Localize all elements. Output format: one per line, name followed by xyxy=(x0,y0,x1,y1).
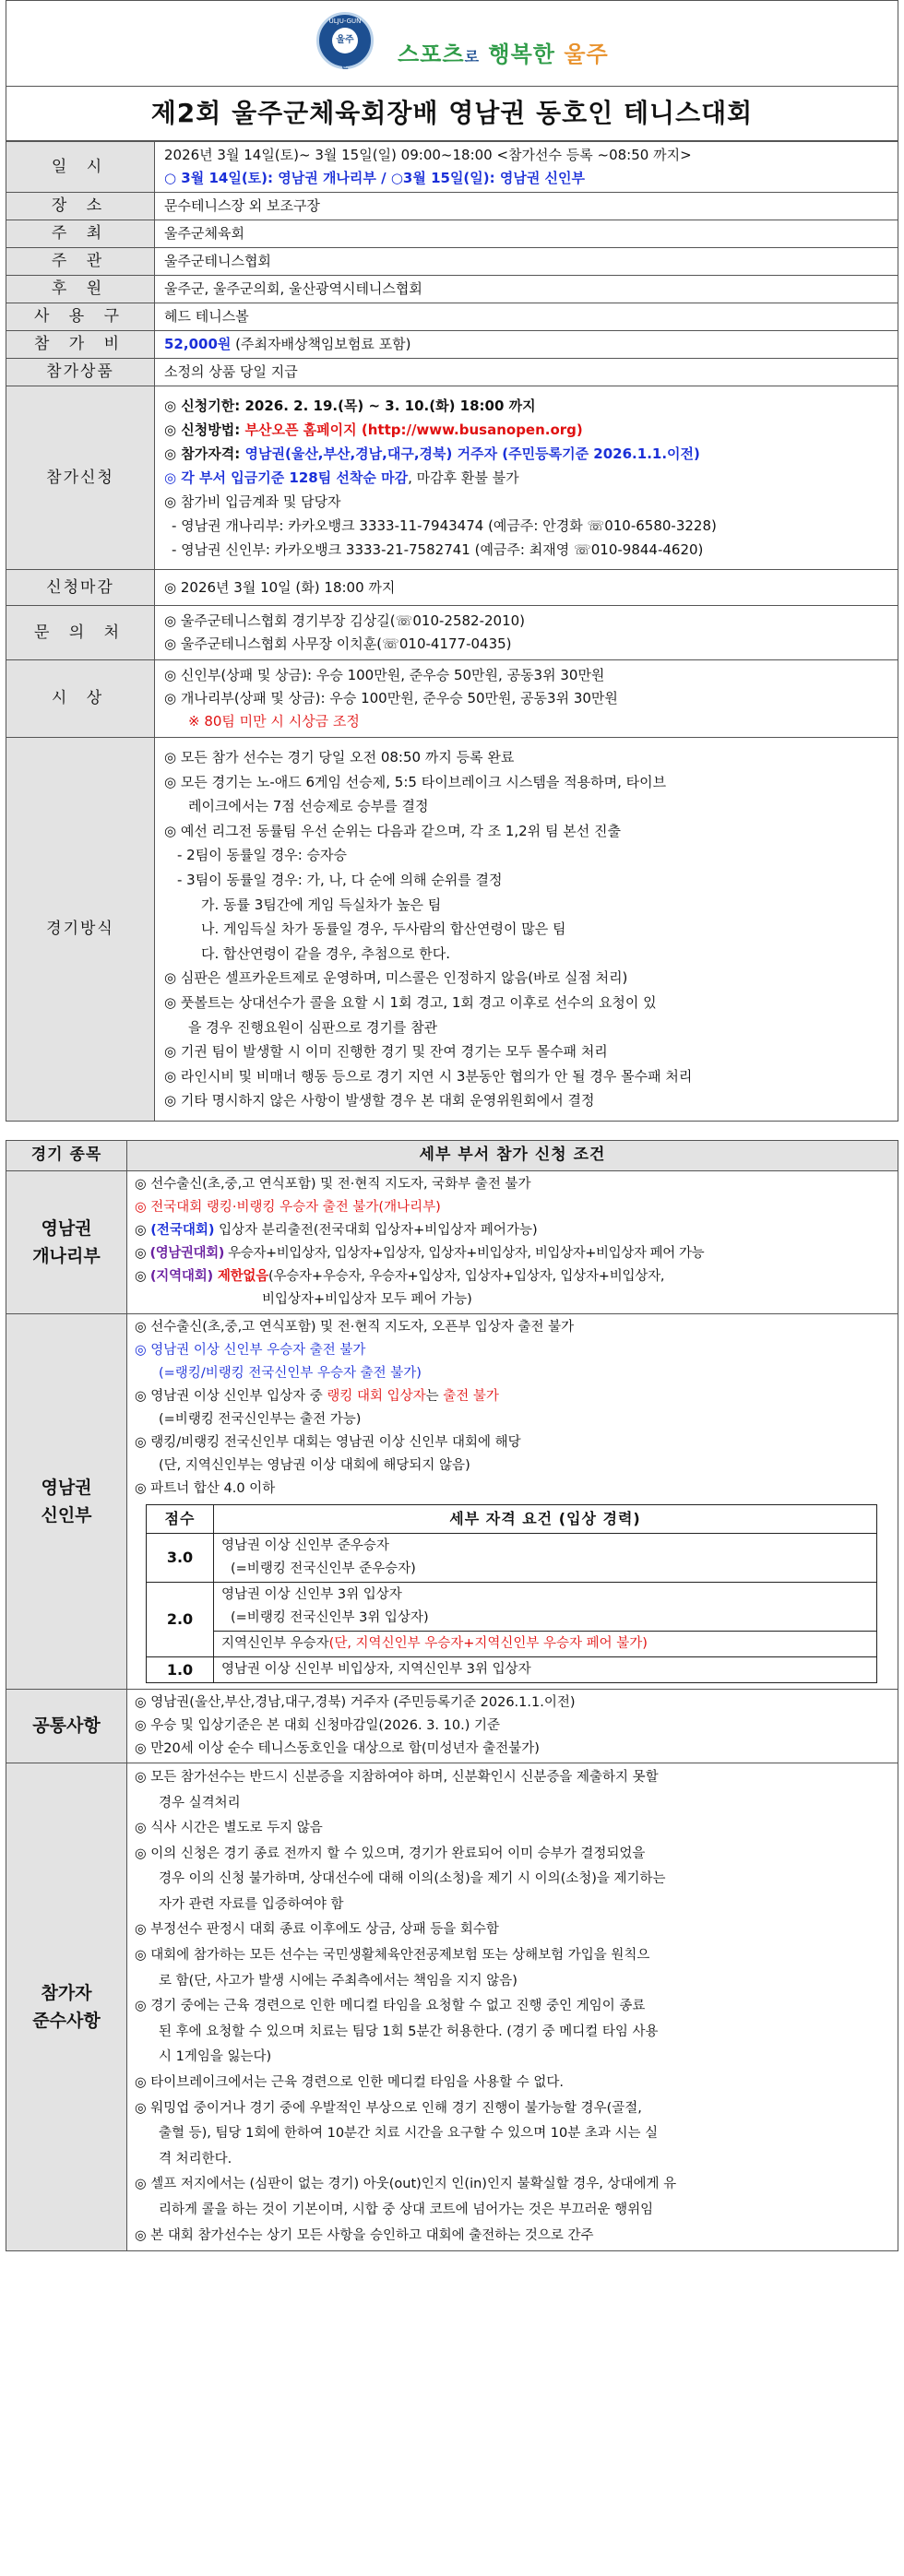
label-common: 공통사항 xyxy=(6,1689,127,1763)
req-text: 지역신인부 우승자 xyxy=(221,1635,329,1651)
rules-line: 자가 관련 자료를 입증하여야 함 xyxy=(159,1896,344,1912)
apply-limit xyxy=(164,466,888,490)
sinin-line: (단, 지역신인부는 영남권 이상 대회에 해당되지 않음) xyxy=(159,1457,470,1473)
label-sinin-1: 영남권 xyxy=(41,1477,92,1498)
date-value xyxy=(155,142,898,193)
gaenari-text: 우승자+비입상자, 입상자+입상자, 입상자+비입상자, 비입상자+비입상자 페어 가능 xyxy=(223,1245,705,1261)
contact-line1: ◎ 울주군테니스협회 경기부장 김상길(☏010-2582-2010) xyxy=(164,612,526,629)
score-2: 2.0 xyxy=(147,1582,214,1656)
apply-account-gaenari: - 영남권 개나리부: 카카오뱅크 3333-11-7943474 (예금주: 안경화 ☏010-6580-3228) xyxy=(172,517,717,534)
rules-line: ◎ 모든 참가선수는 반드시 신분증을 지참하여야 하며, 신분확인시 신분증을 제출하지 못할 xyxy=(135,1769,659,1785)
apply-method xyxy=(164,418,888,442)
rules-line: ◎ 본 대회 참가선수는 상기 모든 사항을 승인하고 대회에 출전하는 것으로 간주 xyxy=(135,2227,594,2243)
label-place: 장 소 xyxy=(6,193,155,220)
label-prize: 시 상 xyxy=(6,660,155,738)
sinin-line: ◎ 랭킹/비랭킹 전국신인부 대회는 영남권 이상 신인부 대회에 해당 xyxy=(135,1434,521,1450)
label-fee: 참 가 비 xyxy=(6,331,155,359)
page-title: 제2회 울주군체육회장배 영남권 동호인 테니스대회 xyxy=(6,86,898,141)
sinin-line xyxy=(135,1385,888,1408)
logo-center-text: 울주군 xyxy=(332,28,358,53)
organizer-value: 울주군테니스협회 xyxy=(155,248,898,276)
date-line2 xyxy=(164,167,888,190)
label-rules-1: 참가자 xyxy=(41,1983,92,2004)
requirement-header: 세부 자격 요건 (입상 경력) xyxy=(214,1504,877,1533)
deadline-value: ◎ 2026년 3월 10일 (화) 18:00 까지 xyxy=(155,570,898,606)
rules-line: ◎ 부정선수 판정시 대회 종료 이후에도 상금, 상패 등을 회수함 xyxy=(135,1922,499,1938)
label-gaenari-1: 영남권 xyxy=(41,1217,92,1239)
ball-value: 헤드 테니스볼 xyxy=(155,303,898,331)
apply-elig-value: 영남권(울산,부산,경남,대구,경북) 거주자 (주민등록기준 2026.1.1.이전) xyxy=(244,445,700,462)
label-date: 일 시 xyxy=(6,142,155,193)
section-gap xyxy=(6,1122,898,1140)
sinin-line: (=비랭킹 전국신인부는 출전 가능) xyxy=(159,1411,362,1427)
bullet: ◎ xyxy=(135,1222,151,1238)
gaenari-text: 입상자 분리출전(전국대회 입상자+비입상자 페어가능) xyxy=(214,1222,538,1238)
label-gaenari xyxy=(6,1170,127,1313)
method-line: 을 경우 진행요원이 심판으로 경기를 참관 xyxy=(188,1018,438,1036)
req-line: (=비랭킹 전국신인부 3위 입상자) xyxy=(231,1609,429,1625)
rules-line: ◎ 식사 시간은 별도로 두지 않음 xyxy=(135,1821,323,1836)
gift-value: 소정의 상품 당일 지급 xyxy=(155,359,898,386)
conditions-table xyxy=(6,1140,898,2251)
method-line: 가. 동률 3팀간에 게임 득실차가 높은 팀 xyxy=(201,896,442,913)
sinin-conditions xyxy=(127,1313,898,1689)
contact-value xyxy=(155,606,898,660)
apply-limit-text: ◎ 각 부서 입금기준 128팀 선착순 마감 xyxy=(164,469,409,486)
rules-line: 로 함(단, 사고가 발생 시에는 주최측에서는 책임을 지지 않음) xyxy=(159,1973,517,1988)
slogan-ro: 로 xyxy=(464,48,481,65)
sinin-line: ◎ 영남권 이상 신인부 우승자 출전 불가 xyxy=(135,1342,366,1358)
label-apply: 참가신청 xyxy=(6,386,155,570)
poster xyxy=(6,0,898,2251)
common-line: ◎ 영남권(울산,부산,경남,대구,경북) 거주자 (주민등록기준 2026.1.1.이전) xyxy=(135,1694,576,1710)
rules-line: 리하게 콜을 하는 것이 기본이며, 시합 중 상대 코트에 넘어가는 것은 부끄러운 행위임 xyxy=(159,2202,654,2217)
method-line: ◎ 심판은 셀프카운트제로 운영하며, 미스콜은 인정하지 않음(바로 실점 처리) xyxy=(164,969,628,987)
gaenari-line xyxy=(135,1219,888,1242)
label-gift: 참가상품 xyxy=(6,359,155,386)
sinin-forbidden: 출전 불가 xyxy=(443,1388,499,1404)
label-gaenari-2: 개나리부 xyxy=(32,1245,101,1266)
fee-value xyxy=(155,331,898,359)
gaenari-line: 비입상자+비입상자 모두 페어 가능) xyxy=(262,1291,472,1307)
slogan-happy: 행복한 xyxy=(488,42,565,67)
method-line: - 2팀이 동률일 경우: 승자승 xyxy=(177,847,347,864)
score-3: 3.0 xyxy=(147,1533,214,1582)
req-line: 영남권 이상 신인부 준우승자 xyxy=(221,1537,389,1553)
prize-note: ※ 80팀 미만 시 시상금 조정 xyxy=(188,713,360,730)
apply-eligibility xyxy=(164,442,888,466)
method-line: ◎ 풋볼트는 상대선수가 콜을 요할 시 1회 경고, 1회 경고 이후로 선수의 요청이 있 xyxy=(164,993,657,1011)
score-table xyxy=(146,1504,877,1683)
req-2b xyxy=(214,1631,877,1656)
fee-note: (주최자배상책임보험료 포함) xyxy=(231,336,411,352)
bullet: ◎ xyxy=(135,1245,150,1261)
sponsor-value: 울주군, 울주군의회, 울산광역시테니스협회 xyxy=(155,276,898,303)
gaenari-unlimited: 제한없음 xyxy=(212,1268,269,1284)
host-value: 울주군체육회 xyxy=(155,220,898,248)
logo-ring-text: ULJU-GUN xyxy=(328,18,362,25)
req-line: (=비랭킹 전국신인부 준우승자) xyxy=(231,1561,416,1576)
gaenari-tag-yeongnam: (영남권대회) xyxy=(149,1245,224,1261)
contact-line2: ◎ 울주군테니스협회 사무장 이치훈(☏010-4177-0435) xyxy=(164,635,512,652)
label-sinin-2: 신인부 xyxy=(41,1504,92,1525)
req-1: 영남권 이상 신인부 비입상자, 지역신인부 3위 입상자 xyxy=(214,1656,877,1682)
sinin-text: ◎ 영남권 이상 신인부 입상자 중 xyxy=(135,1388,327,1404)
col-conditions: 세부 부서 참가 신청 조건 xyxy=(127,1140,898,1170)
slogan xyxy=(398,36,609,68)
apply-value xyxy=(155,386,898,570)
apply-limit-note: , 마감후 환불 불가 xyxy=(408,469,519,486)
place-value: 문수테니스장 외 보조구장 xyxy=(155,193,898,220)
label-ball: 사 용 구 xyxy=(6,303,155,331)
sinin-line: ◎ 파트너 합산 4.0 이하 xyxy=(135,1480,276,1496)
rules-line: 된 후에 요청할 수 있으며 치료는 팀당 1회 5분간 허용한다. (경기 중 메디컬 타임 사용 xyxy=(159,2024,659,2039)
apply-period: ◎ 신청기한: 2026. 2. 19.(목) ~ 3. 10.(화) 18:00 까지 xyxy=(164,398,536,414)
method-line: ◎ 모든 경기는 노-애드 6게임 선승제, 5:5 타이브레이크 시스템을 적용하며, 타이브 xyxy=(164,773,667,790)
col-event: 경기 종목 xyxy=(6,1140,127,1170)
label-host: 주 최 xyxy=(6,220,155,248)
rules-line: 출혈 등), 팀당 1회에 한하여 10분간 치료 시간을 요구할 수 있으며 10분 초과 시는 실 xyxy=(159,2126,659,2142)
rules-line: ◎ 이의 신청은 경기 종료 전까지 할 수 있으며, 경기가 완료되어 이미 승부가 결정되었을 xyxy=(135,1846,646,1861)
bullet: ◎ xyxy=(135,1268,150,1284)
date-day2: ○3월 15일(일): 영남권 신인부 xyxy=(390,170,586,186)
req-2a xyxy=(214,1582,877,1631)
prize-line1: ◎ 신인부(상패 및 상금): 우승 100만원, 준우승 50만원, 공동3위 30만원 xyxy=(164,667,605,683)
label-rules xyxy=(6,1763,127,2250)
common-line: ◎ 만20세 이상 순수 테니스동호인을 대상으로 함(미성년자 출전불가) xyxy=(135,1740,540,1756)
method-line: 나. 게임득실 차가 동률일 경우, 두사람의 합산연령이 많은 팀 xyxy=(201,920,566,938)
sinin-text: 는 xyxy=(425,1388,444,1404)
gaenari-conditions xyxy=(127,1170,898,1313)
method-line: - 3팀이 동률일 경우: 가, 나, 다 순에 의해 순위를 결정 xyxy=(177,871,503,888)
sinin-ranked: 랭킹 대회 입상자 xyxy=(327,1388,426,1404)
prize-value xyxy=(155,660,898,738)
method-line: 레이크에서는 7점 선승제로 승부를 결정 xyxy=(188,798,429,815)
gaenari-text: (우승자+우승자, 우승자+입상자, 입상자+입상자, 입상자+비입상자, xyxy=(268,1268,665,1284)
label-rules-2: 준수사항 xyxy=(32,2011,101,2032)
fee-amount: 52,000원 xyxy=(164,336,232,352)
apply-account-title: ◎ 참가비 입금계좌 및 담당자 xyxy=(164,493,341,510)
sinin-line: ◎ 선수출신(초,중,고 연식포함) 및 전·현직 지도자, 오픈부 입상자 출전 불가 xyxy=(135,1319,575,1335)
prize-line2: ◎ 개나리부(상패 및 상금): 우승 100만원, 준우승 50만원, 공동3위 30만원 xyxy=(164,690,618,706)
slogan-sports: 스포츠 xyxy=(398,42,465,67)
method-line: ◎ 예선 리그전 동률팀 우선 순위는 다음과 같으며, 각 조 1,2위 팀 본선 진출 xyxy=(164,822,621,839)
score-1: 1.0 xyxy=(147,1656,214,1682)
gaenari-line: ◎ 전국대회 랭킹·비랭킹 우승자 출전 불가(개나리부) xyxy=(135,1199,441,1215)
gaenari-tag-national: (전국대회) xyxy=(150,1222,215,1238)
method-line: ◎ 라인시비 및 비매너 행동 등으로 경기 지연 시 3분동안 협의가 안 될 경우 몰수패 처리 xyxy=(164,1067,693,1085)
apply-method-link[interactable]: 부산오픈 홈페이지 (http://www.busanopen.org) xyxy=(244,421,583,438)
ulju-logo xyxy=(316,12,374,69)
rules-line: 시 1게임을 잃는다) xyxy=(159,2049,272,2065)
info-table xyxy=(6,141,898,1122)
score-header: 점수 xyxy=(147,1504,214,1533)
slogan-ulju: 울주 xyxy=(564,42,609,67)
gaenari-tag-local: (지역대회) xyxy=(149,1268,213,1284)
rules-line: ◎ 셀프 저지에서는 (심판이 없는 경기) 아웃(out)인지 인(in)인지 불확실할 경우, 상대에게 유 xyxy=(135,2177,677,2192)
label-contact: 문 의 처 xyxy=(6,606,155,660)
method-line: ◎ 기타 명시하지 않은 사항이 발생할 경우 본 대회 운영위원회에서 결정 xyxy=(164,1092,595,1110)
method-line: ◎ 기권 팀이 발생할 시 이미 진행한 경기 및 잔여 경기는 모두 몰수패 처리 xyxy=(164,1043,608,1061)
method-value xyxy=(155,738,898,1122)
rules-line: ◎ 타이브레이크에서는 근육 경련으로 인한 메디컬 타임을 사용할 수 없다. xyxy=(135,2075,564,2091)
apply-method-label: ◎ 신청방법: xyxy=(164,421,245,438)
label-method: 경기방식 xyxy=(6,738,155,1122)
req-3 xyxy=(214,1533,877,1582)
label-sponsor: 후 원 xyxy=(6,276,155,303)
req-exception: (단, 지역신인부 우승자+지역신인부 우승자 페어 불가) xyxy=(328,1635,648,1651)
gaenari-line: ◎ 선수출신(초,중,고 연식포함) 및 전·현직 지도자, 국화부 출전 불가 xyxy=(135,1176,531,1192)
gaenari-line xyxy=(135,1265,888,1288)
header xyxy=(6,0,898,86)
rules-line: ◎ 경기 중에는 근육 경련으로 인한 메디컬 타임을 요청할 수 없고 진행 중인 게임이 종료 xyxy=(135,1999,646,2014)
label-sinin xyxy=(6,1313,127,1689)
sinin-line: (=랭킹/비랭킹 전국신인부 우승자 출전 불가) xyxy=(159,1365,422,1381)
rules-line: 격 처리한다. xyxy=(159,2151,232,2166)
apply-account-sinin: - 영남권 신인부: 카카오뱅크 3333-21-7582741 (예금주: 최재영 ☏010-9844-4620) xyxy=(172,541,704,558)
label-deadline: 신청마감 xyxy=(6,570,155,606)
method-line: ◎ 모든 참가 선수는 경기 당일 오전 08:50 까지 등록 완료 xyxy=(164,749,515,766)
rules-line: ◎ 워밍업 중이거나 경기 중에 우발적인 부상으로 인해 경기 진행이 불가능할 경우(골절, xyxy=(135,2100,642,2116)
apply-elig-label: ◎ 참가자격: xyxy=(164,445,245,462)
common-conditions xyxy=(127,1689,898,1763)
gaenari-line xyxy=(135,1242,888,1265)
date-day1: ○ 3월 14일(토): 영남권 개나리부 / xyxy=(164,170,391,186)
rules-conditions xyxy=(127,1763,898,2250)
rules-line: 경우 이의 신청 불가하며, 상대선수에 대해 이의(소청)을 제기 시 이의(소청)을 제기하는 xyxy=(159,1871,666,1887)
rules-line: ◎ 대회에 참가하는 모든 선수는 국민생활체육안전공제보험 또는 상해보험 가입을 원칙으 xyxy=(135,1948,650,1964)
method-line: 다. 합산연령이 같을 경우, 추첨으로 한다. xyxy=(201,944,450,962)
common-line: ◎ 우승 및 입상기준은 본 대회 신청마감일(2026. 3. 10.) 기준 xyxy=(135,1717,500,1733)
rules-line: 경우 실격처리 xyxy=(159,1795,241,1810)
label-organizer: 주 관 xyxy=(6,248,155,276)
date-line1: 2026년 3월 14일(토)~ 3월 15일(일) 09:00~18:00 <참가선수 등록 ~08:50 까지> xyxy=(164,147,692,163)
req-line: 영남권 이상 신인부 3위 입상자 xyxy=(221,1586,402,1602)
